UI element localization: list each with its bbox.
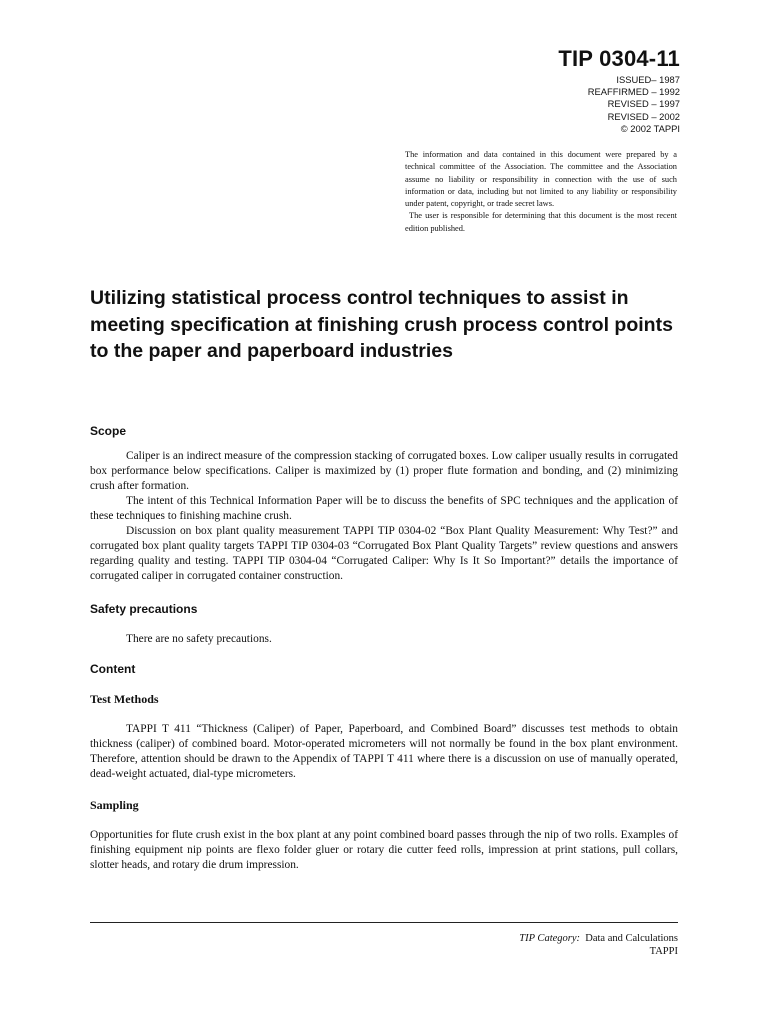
document-title: Utilizing statistical process control techniques to assist in meeting specification at finishing crush process control points to the paper and paperboard industries [90, 287, 673, 362]
heading-content: Content [90, 662, 136, 676]
footer-category-label: TIP Category: [519, 933, 581, 944]
footer-category [519, 932, 678, 945]
scope-body [90, 449, 678, 584]
scope-paragraph-2: The intent of this Technical Information Paper will be to discuss the benefits of SPC techniques and the application of these techniques to finishing machine crush. [90, 495, 678, 522]
disclaimer [405, 149, 677, 235]
page-footer [519, 932, 678, 958]
sampling-paragraph: Opportunities for flute crush exist in the box plant at any point combined board passes through the nip of two rolls. Examples of finishing equipment nip points are flexo folder gluer or rotary die cutter feed rolls, impression at print stations, pull collars, slotter heads, and rotary die drum impression. [90, 829, 678, 871]
history-reaffirmed: REAFFIRMED – 1992 [587, 86, 680, 98]
footer-divider [90, 922, 678, 923]
sampling-body [90, 828, 678, 873]
scope-paragraph-1: Caliper is an indirect measure of the compression stacking of corrugated boxes. Low caliper usually results in corrugated box performance below specifications. Caliper is maximized by (1) proper flute formation and bonding, and (2) minimizing crush after formation. [90, 450, 678, 492]
heading-sampling: Sampling [90, 798, 139, 812]
heading-test-methods: Test Methods [90, 692, 159, 706]
heading-safety-precautions: Safety precautions [90, 602, 198, 616]
safety-body [90, 632, 678, 647]
disclaimer-liability: The information and data contained in this document were prepared by a technical committee of the Association. The committee and the Association assume no liability or responsibility in connection with the use of such information or data, including but not limited to any liability or responsibility under patent, copyright, or trade secret laws. [405, 150, 677, 209]
disclaimer-edition: The user is responsible for determining that this document is the most recent edition published. [405, 211, 677, 233]
scope-paragraph-3: Discussion on box plant quality measurement TAPPI TIP 0304-02 “Box Plant Quality Measurement: Why Test?” and corrugated box plant quality targets TAPPI TIP 0304-03 “Corrugated Box Plant Quality Targets” review questions and answers regarding quality and testing. TAPPI TIP 0304-04 “Corrugated Caliper: Why Is It So Important?” details the importance of corrugated caliper in corrugated container construction. [90, 525, 678, 582]
footer-category-value: Data and Calculations [585, 933, 678, 944]
heading-scope: Scope [90, 424, 127, 438]
revision-history [588, 74, 680, 135]
history-copyright: © 2002 TAPPI [620, 122, 680, 134]
history-issued: ISSUED– 1987 [616, 74, 680, 85]
test-methods-body [90, 722, 678, 782]
footer-org: TAPPI [649, 946, 678, 957]
test-methods-paragraph: TAPPI T 411 “Thickness (Caliper) of Paper, Paperboard, and Combined Board” discusses test methods to obtain thickness (caliper) of combined board. Motor-operated micrometers will not normally be found in the box plant environment. Therefore, attention should be drawn to the Appendix of TAPPI T 411 where there is a discussion on use of manually operated, dead-weight actuated, dial-type micrometers. [90, 723, 678, 780]
safety-paragraph: There are no safety precautions. [126, 633, 272, 645]
document-number: TIP 0304-11 [558, 46, 680, 71]
history-revised-1997: REVISED – 1997 [607, 98, 680, 110]
history-revised-2002: REVISED – 2002 [607, 110, 680, 122]
